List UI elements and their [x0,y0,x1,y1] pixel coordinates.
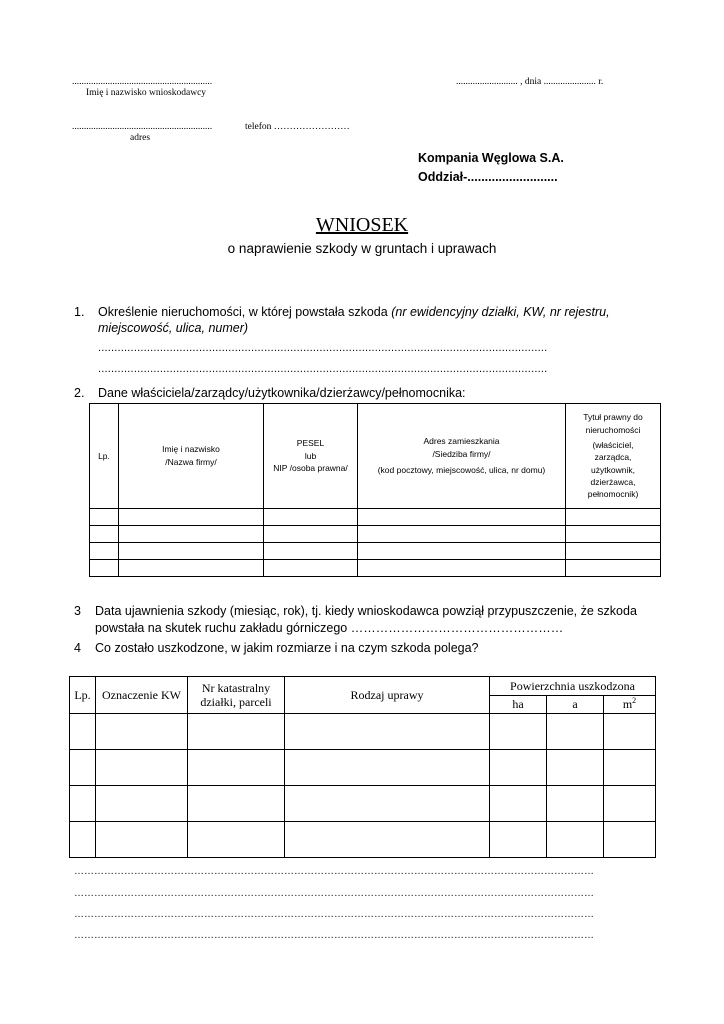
damage-table-header [70,677,656,696]
damage-col-m2: $m^2$ [604,696,656,714]
owners-col-lp: Lp. [90,404,119,509]
table-row[interactable] [90,509,661,526]
table-row[interactable] [70,714,656,750]
applicant-name-dots[interactable]: ........................................................... [72,77,213,87]
section1-dots-2[interactable]: .......................................................................................................................................... [98,363,548,375]
owners-col-legal-title: Tytuł prawny do nieruchomości (właściciel, zarządca, użytkownik, dzierżawca, pełnomocnik) [566,404,661,509]
damage-col-a: a [547,696,604,714]
date-field[interactable] [456,77,603,87]
notes-dots-2[interactable]: ………………………………………………………………………………………………………………………………………… [74,888,594,899]
damage-col-lp: Lp. [70,677,96,714]
table-row[interactable] [70,750,656,786]
applicant-name-label: Imię i nazwisko wnioskodawcy [86,88,207,98]
page-subtitle: o naprawienie szkody w gruntach i uprawach [227,241,497,256]
table-row[interactable] [90,560,661,577]
section3-line-2[interactable]: powstała na skutek ruchu zakładu górniczego …………………………………………… [95,621,564,635]
section1-hint-2: miejscowość, ulica, numer) [98,321,249,335]
damage-col-ha: ha [490,696,547,714]
table-row[interactable] [70,822,656,858]
phone-field[interactable] [245,122,350,132]
section1-heading [98,305,610,319]
owners-col-pesel: PESEL lub NIP /osoba prawna/ [264,404,358,509]
place-dots[interactable]: .......................... [456,77,518,87]
damage-col-parcel: Nr katastralny działki, parceli [188,677,285,714]
damage-col-kw: Oznaczenie KW [96,677,188,714]
section2-heading: Dane właściciela/zarządcy/użytkownika/dzierżawcy/pełnomocnika: [98,386,466,400]
owners-col-name: Imię i nazwisko /Nazwa firmy/ [119,404,264,509]
section4-heading: Co zostało uszkodzone, w jakim rozmiarze i na czym szkoda polega? [95,641,479,655]
damage-col-area: Powierzchnia uszkodzona [490,677,656,696]
company-name: Kompania Węglowa S.A. [418,151,564,165]
phone-label: telefon [245,122,272,132]
address-dots[interactable]: ........................................................... [72,122,213,132]
page-title: WNIOSEK [315,214,409,236]
notes-dots-4[interactable]: ………………………………………………………………………………………………………………………………………… [74,930,594,941]
phone-dots[interactable]: …………………… [273,122,350,132]
section1-dots-1[interactable]: .......................................................................................................................................... [98,342,548,354]
table-row[interactable] [90,543,661,560]
notes-dots-3[interactable]: ………………………………………………………………………………………………………………………………………… [74,909,594,920]
section1-number: 1. [74,305,85,319]
notes-dots-1[interactable]: ………………………………………………………………………………………………………………………………………… [74,866,594,877]
owners-table [89,403,661,577]
damage-table [69,676,656,858]
section1-hint-1: (nr ewidencyjny działki, KW, nr rejestru, [391,305,610,319]
section2-number: 2. [74,386,85,400]
section1-text: Określenie nieruchomości, w której powstała szkoda [98,305,388,319]
date-dots[interactable]: ...................... [543,77,596,87]
section4-number: 4 [74,641,81,655]
owners-col-address: Adres zamieszkania /Siedziba firmy/ (kod pocztowy, miejscowość, ulica, nr domu) [358,404,566,509]
section3-number: 3 [74,604,81,618]
date-suffix: r. [598,77,604,87]
damage-col-crop: Rodzaj uprawy [285,677,490,714]
owners-table-header [90,404,661,509]
section3-line-1: Data ujawnienia szkody (miesiąc, rok), tj. kiedy wnioskodawca powziął przypuszczenie, że szkoda [95,604,637,618]
table-row[interactable] [70,786,656,822]
table-row[interactable] [90,526,661,543]
branch-field[interactable]: Oddział-.......................... [418,170,558,184]
address-label: adres [130,133,151,143]
date-separator: , dnia [520,77,542,87]
